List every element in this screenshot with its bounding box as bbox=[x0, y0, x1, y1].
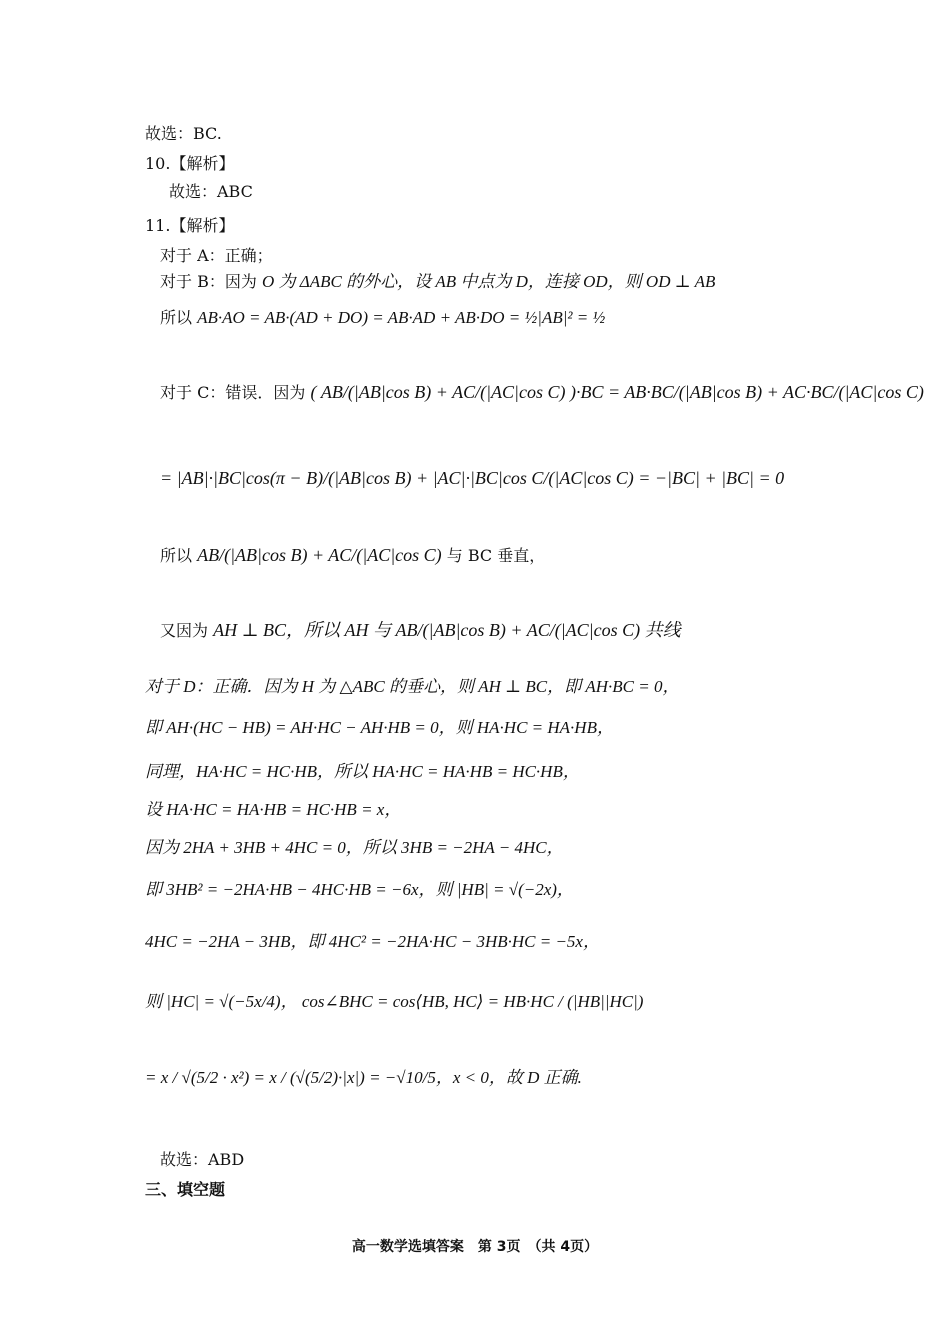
option-b-derivation bbox=[160, 308, 605, 328]
option-c-vector-sum: AB/(|AB|cos B) + AC/(|AC|cos C) bbox=[197, 545, 442, 565]
option-b-label: 对于 B：因为 bbox=[160, 272, 257, 291]
option-d-step-8: = x / √(5/2 · x²) = x / (√(5/2)·|x|) = −√10/5，x < 0，故 D 正确. bbox=[145, 1068, 582, 1087]
option-c-perpendicular-text: 与 BC 垂直， bbox=[446, 546, 546, 565]
option-c-label: 对于 C：错误．因为 bbox=[160, 383, 306, 402]
option-d-step-5: 即 3HB² = −2HA·HB − 4HC·HB = −6x，则 |HB| = √(−2x)， bbox=[145, 880, 574, 899]
option-b-statement: O 为 ΔABC 的外心，设 AB 中点为 D，连接 OD，则 OD ⊥ AB bbox=[261, 272, 716, 291]
question-11-heading: 11.【解析】 bbox=[145, 216, 235, 235]
answer-11-conclusion: 故选：ABD bbox=[160, 1150, 245, 1169]
also-because-label: 又因为 bbox=[160, 621, 209, 640]
therefore-label-2: 所以 bbox=[160, 546, 193, 565]
option-d-intro: 对于 D：正确．因为 H 为 △ABC 的垂心，则 AH ⊥ BC，即 AH·BC = 0， bbox=[145, 677, 680, 696]
page-footer: 高一数学选填答案 第 3页 （共 4页） bbox=[351, 1239, 599, 1255]
option-c-collinear-statement: AH ⊥ BC，所以 AH 与 AB/(|AB|cos B) + AC/(|AC|cos C) 共线 bbox=[213, 620, 681, 640]
option-c-intro bbox=[160, 382, 924, 404]
option-c-collinear bbox=[160, 620, 681, 642]
option-d-step-3: 设 HA·HC = HA·HB = HC·HB = x， bbox=[145, 800, 402, 819]
option-d-step-1: 即 AH·(HC − HB) = AH·HC − AH·HB = 0，则 HA·HC = HA·HB， bbox=[145, 718, 614, 737]
option-a-analysis: 对于 A：正确； bbox=[160, 246, 273, 265]
option-c-equation: ( AB/(|AB|cos B) + AC/(|AC|cos C) )·BC = AB·BC/(|AB|cos B) + AC·BC/(|AC|cos C) bbox=[310, 382, 924, 402]
therefore-label: 所以 bbox=[160, 308, 193, 327]
option-d-step-6: 4HC = −2HA − 3HB，即 4HC² = −2HA·HC − 3HB·HC = −5x， bbox=[145, 932, 600, 951]
option-d-step-4: 因为 2HA + 3HB + 4HC = 0，所以 3HB = −2HA − 4HC， bbox=[145, 838, 564, 857]
answer-10-conclusion: 故选：ABC bbox=[169, 182, 253, 201]
option-c-continuation: = |AB|·|BC|cos(π − B)/(|AB|cos B) + |AC|·|BC|cos C/(|AC|cos C) = −|BC| + |BC| = 0 bbox=[160, 468, 785, 488]
option-c-perpendicular bbox=[160, 545, 545, 567]
section-3-heading: 三、填空题 bbox=[145, 1180, 226, 1199]
answer-9-conclusion: 故选：BC. bbox=[145, 124, 222, 143]
option-d-step-2: 同理，HA·HC = HC·HB，所以 HA·HC = HA·HB = HC·HB， bbox=[145, 762, 580, 781]
option-b-intro bbox=[160, 272, 715, 292]
option-d-step-7: 则 |HC| = √(−5x/4)， cos∠BHC = cos⟨HB, HC⟩ = HB·HC / (|HB||HC|) bbox=[145, 992, 644, 1011]
question-10-heading: 10.【解析】 bbox=[145, 154, 235, 173]
option-b-equation: AB·AO = AB·(AD + DO) = AB·AD + AB·DO = ½|AB|² = ½ bbox=[197, 308, 606, 327]
